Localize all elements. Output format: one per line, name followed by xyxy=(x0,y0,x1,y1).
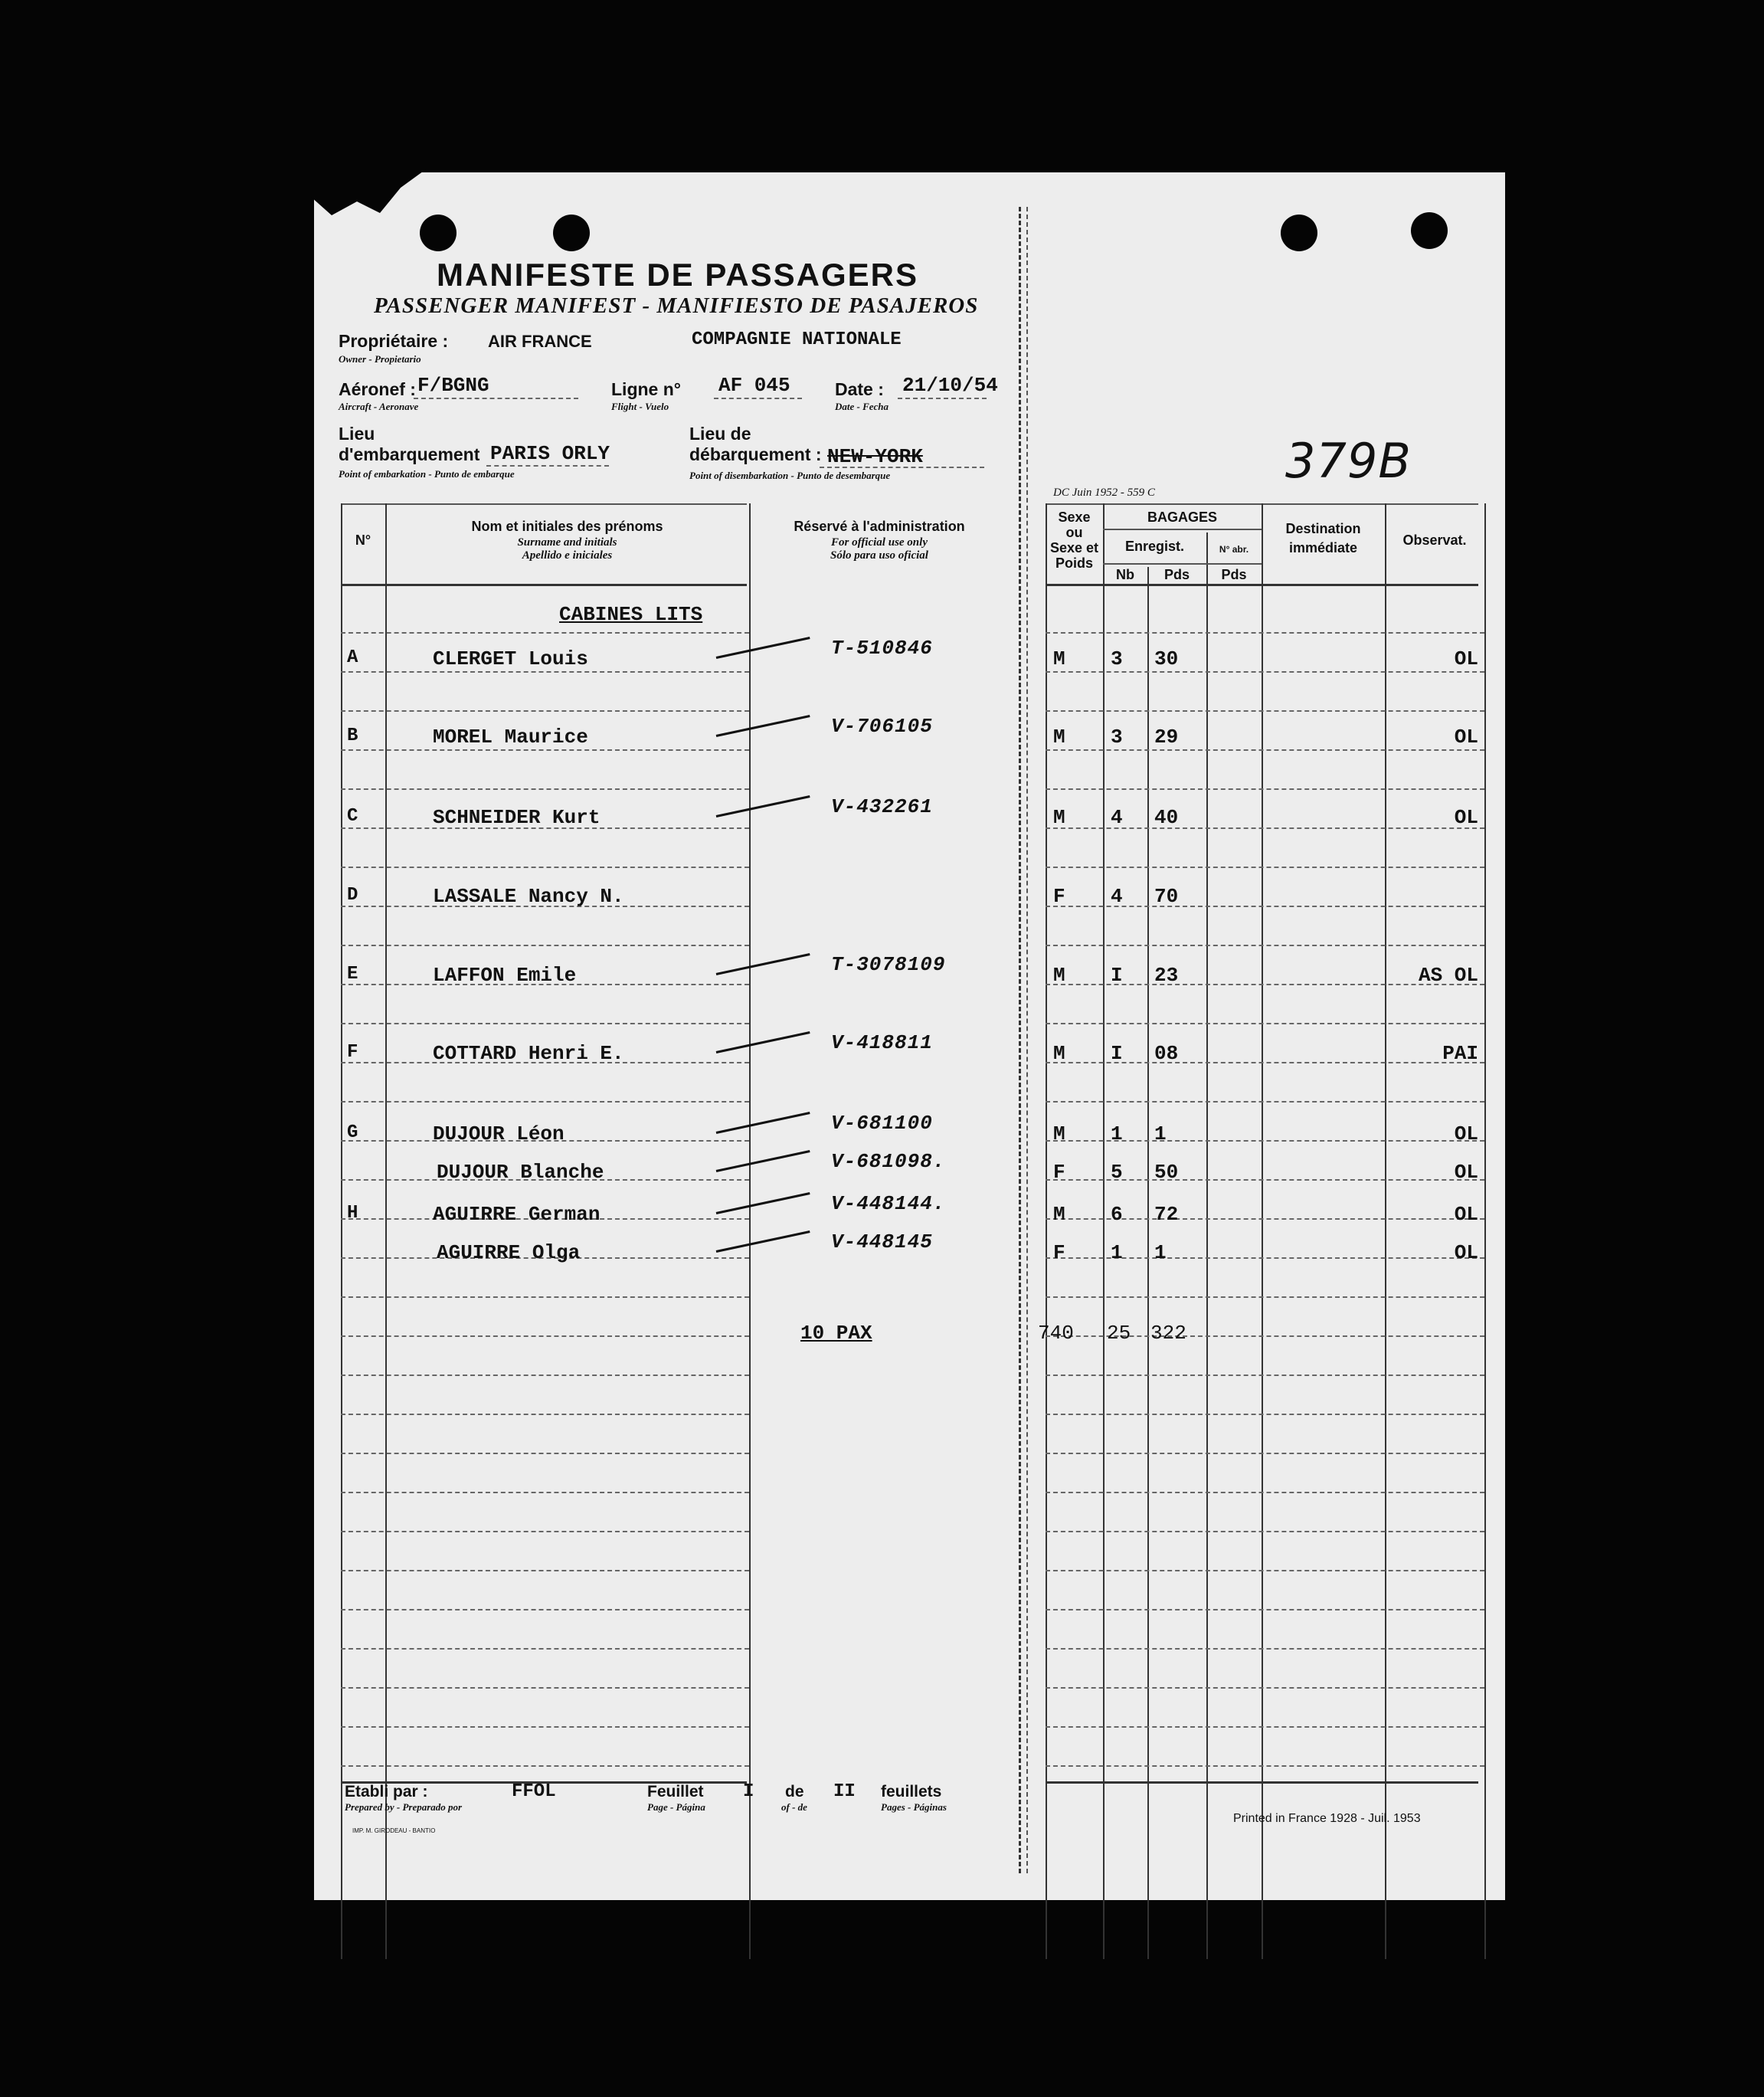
prepared-sub: Prepared by - Preparado por xyxy=(345,1801,463,1813)
passenger-name: DUJOUR Blanche xyxy=(437,1161,604,1184)
aircraft-value: F/BGNG xyxy=(417,374,489,397)
row-rule xyxy=(341,1101,749,1103)
owner-value-2: COMPAGNIE NATIONALE xyxy=(692,329,902,350)
column-header-sex-3: Sexe et xyxy=(1049,540,1099,555)
check-mark-stroke xyxy=(716,637,810,659)
column-header-bagages: BAGAGES xyxy=(1147,510,1217,525)
disembark-sub: Point of disembarkation - Punto de desembarque xyxy=(689,470,891,481)
row-rule xyxy=(341,945,749,946)
punch-hole xyxy=(553,215,590,251)
check-mark-stroke xyxy=(716,1031,810,1053)
admin-number: V-448145 xyxy=(831,1230,933,1253)
check-mark-stroke xyxy=(716,953,810,975)
of-sub: of - de xyxy=(781,1801,807,1813)
admin-number: V-448144. xyxy=(831,1192,946,1215)
flight-label: Ligne n° xyxy=(611,379,681,399)
of-value: II xyxy=(833,1781,856,1802)
of-label: de xyxy=(785,1783,804,1800)
check-mark-stroke xyxy=(716,1192,810,1214)
admin-number: V-681100 xyxy=(831,1112,933,1135)
row-rule xyxy=(1046,749,1484,751)
row-letter: D xyxy=(347,885,358,906)
row-letter: G xyxy=(347,1122,358,1143)
sheet-value: I xyxy=(743,1781,754,1802)
row-rule xyxy=(341,1648,749,1650)
passenger-name: LAFFON Emile xyxy=(433,964,577,987)
row-letter: H xyxy=(347,1203,358,1224)
observation: OL xyxy=(1454,726,1478,749)
row-rule xyxy=(341,632,749,634)
row-rule xyxy=(1046,1453,1484,1454)
row-rule xyxy=(1046,671,1484,673)
torn-corner xyxy=(311,169,426,215)
disembark-label-2: débarquement : xyxy=(689,444,822,464)
observation: OL xyxy=(1454,1122,1478,1145)
owner-label: Propriétaire : xyxy=(339,331,449,351)
manifest-title: MANIFESTE DE PASSAGERS xyxy=(437,257,918,293)
row-rule xyxy=(341,1531,749,1532)
column-header-no: N° xyxy=(355,532,371,548)
aircraft-sub: Aircraft - Aeronave xyxy=(339,401,419,412)
observation: OL xyxy=(1454,1161,1478,1184)
column-header-sex-2: ou xyxy=(1065,525,1083,540)
sheets-sub: Pages - Páginas xyxy=(881,1801,947,1813)
row-rule xyxy=(1046,1687,1484,1689)
owner-sub: Owner - Propietario xyxy=(339,353,421,365)
passenger-name: MOREL Maurice xyxy=(433,726,588,749)
date-sub: Date - Fecha xyxy=(835,401,889,412)
row-rule xyxy=(341,1375,749,1376)
row-rule xyxy=(1046,710,1484,712)
check-mark-stroke xyxy=(716,1112,810,1134)
row-rule xyxy=(341,1335,749,1337)
row-rule xyxy=(1046,632,1484,634)
row-rule xyxy=(341,749,749,751)
observation: OL xyxy=(1454,1203,1478,1226)
sheet-sub: Page - Página xyxy=(647,1801,705,1813)
baggage-weight: 40 xyxy=(1154,806,1179,829)
row-rule xyxy=(1046,1765,1484,1767)
form-code: DC Juin 1952 - 559 C xyxy=(1053,487,1155,499)
passenger-sex: F xyxy=(1053,1161,1065,1184)
printer-mark: IMP. M. GIRODEAU - BANTIO xyxy=(352,1827,436,1834)
baggage-count: 6 xyxy=(1111,1203,1123,1226)
row-letter: F xyxy=(347,1042,358,1063)
row-rule xyxy=(1046,788,1484,790)
row-rule xyxy=(1046,945,1484,946)
embark-label-2: d'embarquement xyxy=(339,444,480,464)
aircraft-label: Aéronef : xyxy=(339,379,416,399)
check-mark-stroke xyxy=(716,1150,810,1172)
admin-number: T-3078109 xyxy=(831,953,946,976)
column-header-sex-1: Sexe xyxy=(1058,510,1091,525)
passenger-sex: M xyxy=(1053,964,1065,987)
baggage-weight: 29 xyxy=(1154,726,1179,749)
row-rule xyxy=(341,1726,749,1728)
row-rule xyxy=(341,1453,749,1454)
row-rule xyxy=(1046,1492,1484,1493)
prepared-label: Etabli par : xyxy=(345,1783,428,1800)
passenger-sex: M xyxy=(1053,726,1065,749)
row-rule xyxy=(1046,1101,1484,1103)
baggage-count: 5 xyxy=(1111,1161,1123,1184)
row-rule xyxy=(1046,867,1484,868)
baggage-count: 1 xyxy=(1111,1122,1123,1145)
column-header-pds-2: Pds xyxy=(1221,567,1247,582)
column-header-enregist: Enregist. xyxy=(1124,539,1185,554)
admin-number: V-681098. xyxy=(831,1150,946,1173)
column-header-pds: Pds xyxy=(1163,567,1190,582)
row-rule xyxy=(341,1570,749,1571)
row-rule xyxy=(1046,1648,1484,1650)
passenger-name: AGUIRRE German xyxy=(433,1203,601,1226)
observation: OL xyxy=(1454,647,1478,670)
baggage-count: I xyxy=(1111,964,1123,987)
passenger-name: CLERGET Louis xyxy=(433,647,588,670)
column-header-n-abr: N° abr. xyxy=(1219,544,1249,555)
sheet-label: Feuillet xyxy=(647,1783,704,1800)
admin-number: V-418811 xyxy=(831,1031,933,1054)
row-rule xyxy=(1046,1375,1484,1376)
row-rule xyxy=(341,671,749,673)
column-header-nb: Nb xyxy=(1116,567,1134,582)
check-mark-stroke xyxy=(716,1230,810,1253)
column-header-destination-1: Destination xyxy=(1285,521,1361,536)
row-letter: E xyxy=(347,964,358,985)
embark-sub: Point of embarkation - Punto de embarque xyxy=(339,468,515,480)
row-rule xyxy=(341,1414,749,1415)
baggage-weight: 1 xyxy=(1154,1241,1167,1264)
row-rule xyxy=(1046,1531,1484,1532)
passenger-sex: F xyxy=(1053,885,1065,908)
column-header-sex-4: Poids xyxy=(1055,555,1093,571)
column-header-admin-sub2: Sólo para uso oficial xyxy=(830,549,928,562)
total-weight: 740 xyxy=(1038,1322,1074,1345)
punch-hole xyxy=(1411,212,1448,249)
passenger-sex: F xyxy=(1053,1241,1065,1264)
printed-in-france: Printed in France 1928 - Juil. 1953 xyxy=(1233,1812,1421,1825)
passenger-name: COTTARD Henri E. xyxy=(433,1042,624,1065)
row-rule xyxy=(341,867,749,868)
passenger-sex: M xyxy=(1053,1042,1065,1065)
flight-sub: Flight - Vuelo xyxy=(611,401,669,412)
embark-value: PARIS ORLY xyxy=(490,442,610,465)
observation: PAI xyxy=(1442,1042,1478,1065)
section-title: CABINES LITS xyxy=(559,603,703,626)
row-rule xyxy=(341,788,749,790)
passenger-sex: M xyxy=(1053,647,1065,670)
handwritten-reference: 379B xyxy=(1285,433,1412,489)
row-rule xyxy=(1046,1296,1484,1298)
sheets-label: feuillets xyxy=(881,1783,942,1800)
check-mark-stroke xyxy=(716,795,810,818)
manifest-sheet xyxy=(314,172,1505,1900)
baggage-weight: 23 xyxy=(1154,964,1179,987)
total-pax: 10 PAX xyxy=(800,1322,872,1345)
observation: OL xyxy=(1454,1241,1478,1264)
baggage-weight: 72 xyxy=(1154,1203,1179,1226)
column-header-observations: Observat. xyxy=(1402,532,1467,548)
row-rule xyxy=(341,1765,749,1767)
admin-number: V-706105 xyxy=(831,715,933,738)
column-header-name-sub2: Apellido e iniciales xyxy=(522,549,613,562)
passenger-name: DUJOUR Léon xyxy=(433,1122,565,1145)
row-rule xyxy=(1046,1570,1484,1571)
total-baggage-count: 25 xyxy=(1107,1322,1131,1345)
passenger-name: LASSALE Nancy N. xyxy=(433,885,624,908)
row-rule xyxy=(341,1609,749,1610)
baggage-count: I xyxy=(1111,1042,1123,1065)
row-rule xyxy=(341,1492,749,1493)
passenger-sex: M xyxy=(1053,1122,1065,1145)
date-value: 21/10/54 xyxy=(902,374,998,397)
baggage-weight: 1 xyxy=(1154,1122,1167,1145)
prepared-value: FFOL xyxy=(512,1781,556,1802)
row-rule xyxy=(341,1687,749,1689)
passenger-sex: M xyxy=(1053,806,1065,829)
date-label: Date : xyxy=(835,379,884,399)
baggage-count: 3 xyxy=(1111,726,1123,749)
baggage-count: 1 xyxy=(1111,1241,1123,1264)
admin-number: T-510846 xyxy=(831,637,933,660)
row-rule xyxy=(341,1296,749,1298)
baggage-weight: 08 xyxy=(1154,1042,1179,1065)
column-header-name: Nom et initiales des prénoms xyxy=(471,519,663,534)
owner-value: AIR FRANCE xyxy=(488,332,592,351)
punch-hole xyxy=(420,215,457,251)
flight-value: AF 045 xyxy=(718,374,790,397)
manifest-subtitle: PASSENGER MANIFEST - MANIFIESTO DE PASAJEROS xyxy=(374,293,979,318)
observation: OL xyxy=(1454,806,1478,829)
admin-number: V-432261 xyxy=(831,795,933,818)
disembark-value: NEW-YORK xyxy=(827,445,923,468)
baggage-count: 4 xyxy=(1111,806,1123,829)
passenger-name: AGUIRRE Olga xyxy=(437,1241,581,1264)
column-header-destination-2: immédiate xyxy=(1288,540,1358,555)
column-header-admin-sub1: For official use only xyxy=(831,536,928,549)
column-header-name-sub1: Surname and initials xyxy=(517,536,617,549)
punch-hole xyxy=(1281,215,1317,251)
baggage-count: 4 xyxy=(1111,885,1123,908)
row-rule xyxy=(1046,1609,1484,1610)
disembark-label-1: Lieu de xyxy=(689,424,751,444)
baggage-weight: 50 xyxy=(1154,1161,1179,1184)
observation: AS OL xyxy=(1418,964,1478,987)
row-rule xyxy=(1046,1726,1484,1728)
row-rule xyxy=(1046,1023,1484,1024)
row-letter: B xyxy=(347,726,358,746)
passenger-sex: M xyxy=(1053,1203,1065,1226)
passenger-name: SCHNEIDER Kurt xyxy=(433,806,601,829)
row-rule xyxy=(341,710,749,712)
row-rule xyxy=(341,1023,749,1024)
embark-label-1: Lieu xyxy=(339,424,375,444)
row-letter: A xyxy=(347,647,358,668)
row-letter: C xyxy=(347,806,358,827)
column-header-admin: Réservé à l'administration xyxy=(794,519,965,534)
row-rule xyxy=(1046,1414,1484,1415)
baggage-weight: 70 xyxy=(1154,885,1179,908)
baggage-weight: 30 xyxy=(1154,647,1179,670)
check-mark-stroke xyxy=(716,715,810,737)
total-baggage-weight: 322 xyxy=(1150,1322,1186,1345)
baggage-count: 3 xyxy=(1111,647,1123,670)
